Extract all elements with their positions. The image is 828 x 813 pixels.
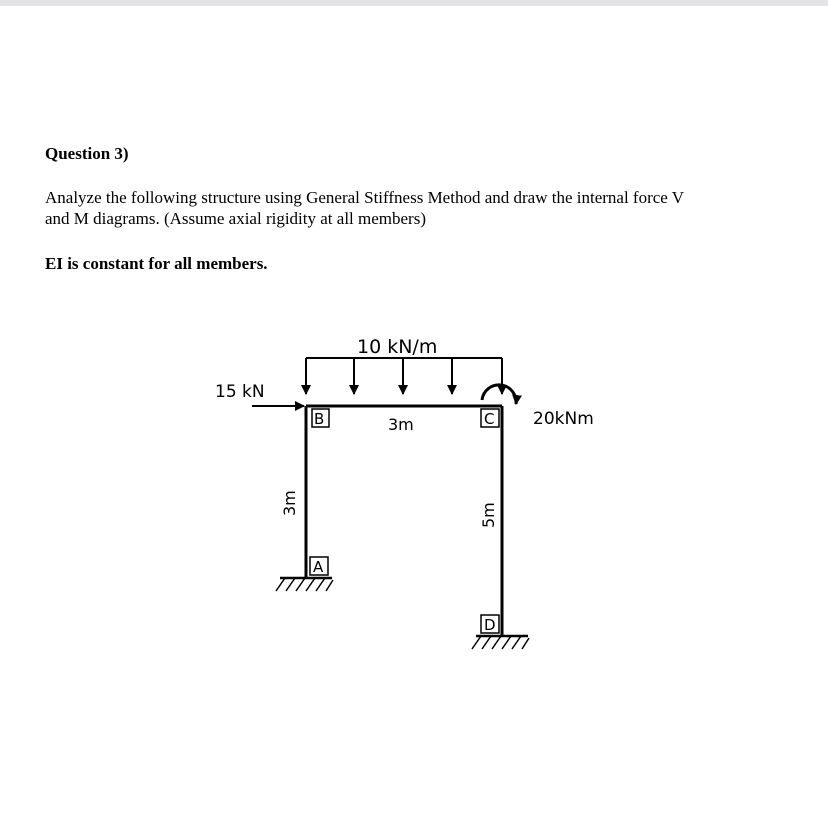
node-d-label: D xyxy=(484,616,496,634)
column-ab-length-label: 3m xyxy=(280,490,299,516)
support-d-fixed xyxy=(472,636,529,649)
node-b-label: B xyxy=(314,410,325,428)
moment-arrow xyxy=(482,385,516,404)
ei-note: EI is constant for all members. xyxy=(45,254,268,273)
node-a-label: A xyxy=(313,558,324,576)
instructions-line-2: and M diagrams. (Assume axial rigidity at all members) xyxy=(45,209,426,228)
instructions-line-1: Analyze the following structure using General Stiffness Method and draw the internal force V xyxy=(45,188,685,207)
distributed-load-label: 10 kN/m xyxy=(357,336,438,358)
node-c-label: C xyxy=(484,410,495,428)
span-length-label: 3m xyxy=(388,415,414,434)
point-load-label: 15 kN xyxy=(215,382,265,402)
moment-label: 20kNm xyxy=(533,409,594,429)
distributed-load xyxy=(306,358,502,394)
column-cd-length-label: 5m xyxy=(479,502,498,528)
support-a-fixed xyxy=(276,578,333,591)
question-title: Question 3) xyxy=(45,144,129,163)
